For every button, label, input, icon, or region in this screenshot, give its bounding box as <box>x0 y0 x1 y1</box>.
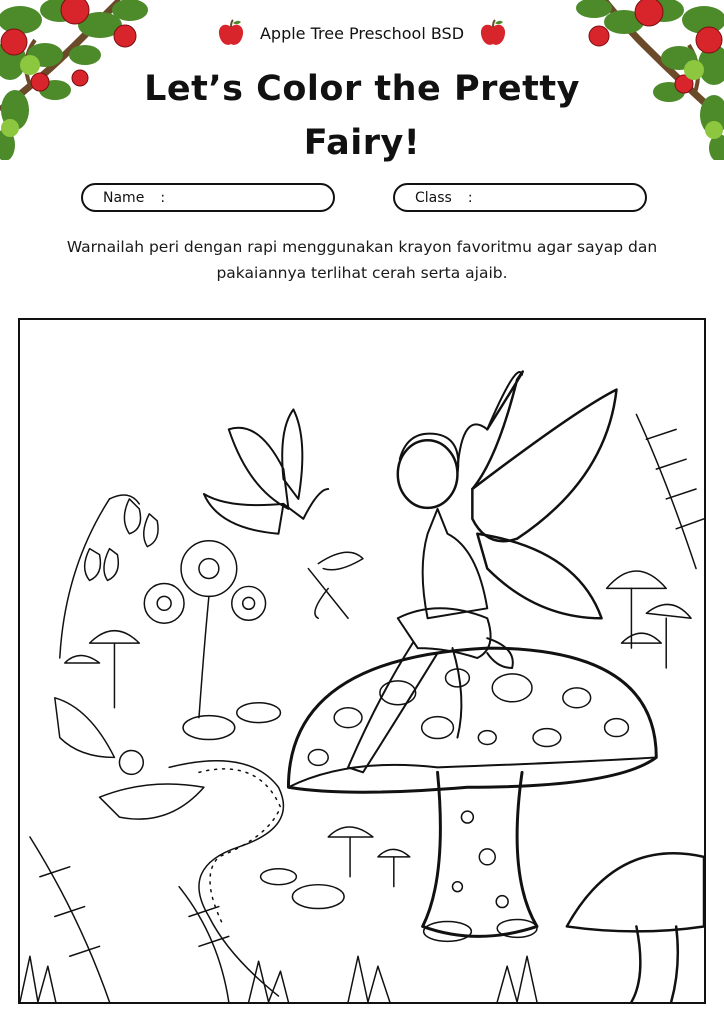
fern-bottom-left <box>30 837 110 1002</box>
fairy-coloring-illustration <box>20 320 704 1002</box>
name-separator: : <box>160 189 166 206</box>
name-label: Name <box>103 189 145 206</box>
butterfly <box>204 409 328 533</box>
school-name: Apple Tree Preschool BSD <box>259 23 465 43</box>
snail <box>119 750 143 774</box>
mushroom-bottom-right <box>567 853 704 931</box>
page-title: Let’s Color the Pretty Fairy! <box>144 69 580 163</box>
coloring-picture-frame <box>18 318 706 1004</box>
school-header <box>0 18 724 48</box>
dragonfly <box>308 552 363 618</box>
fern-right <box>636 414 704 568</box>
apple-icon <box>478 18 508 48</box>
name-field[interactable] <box>81 183 335 212</box>
fairy <box>348 372 616 773</box>
flowers-left <box>60 495 266 718</box>
class-field[interactable] <box>393 183 647 212</box>
small-mushrooms-right <box>607 571 692 668</box>
instructions-text: Warnailah peri dengan rapi menggunakan krayon favoritmu agar sayap dan pakaiannya terlihat cerah serta ajaib. <box>66 238 658 282</box>
class-separator: : <box>467 189 473 206</box>
apple-icon <box>216 18 246 48</box>
class-label: Class <box>415 189 452 206</box>
